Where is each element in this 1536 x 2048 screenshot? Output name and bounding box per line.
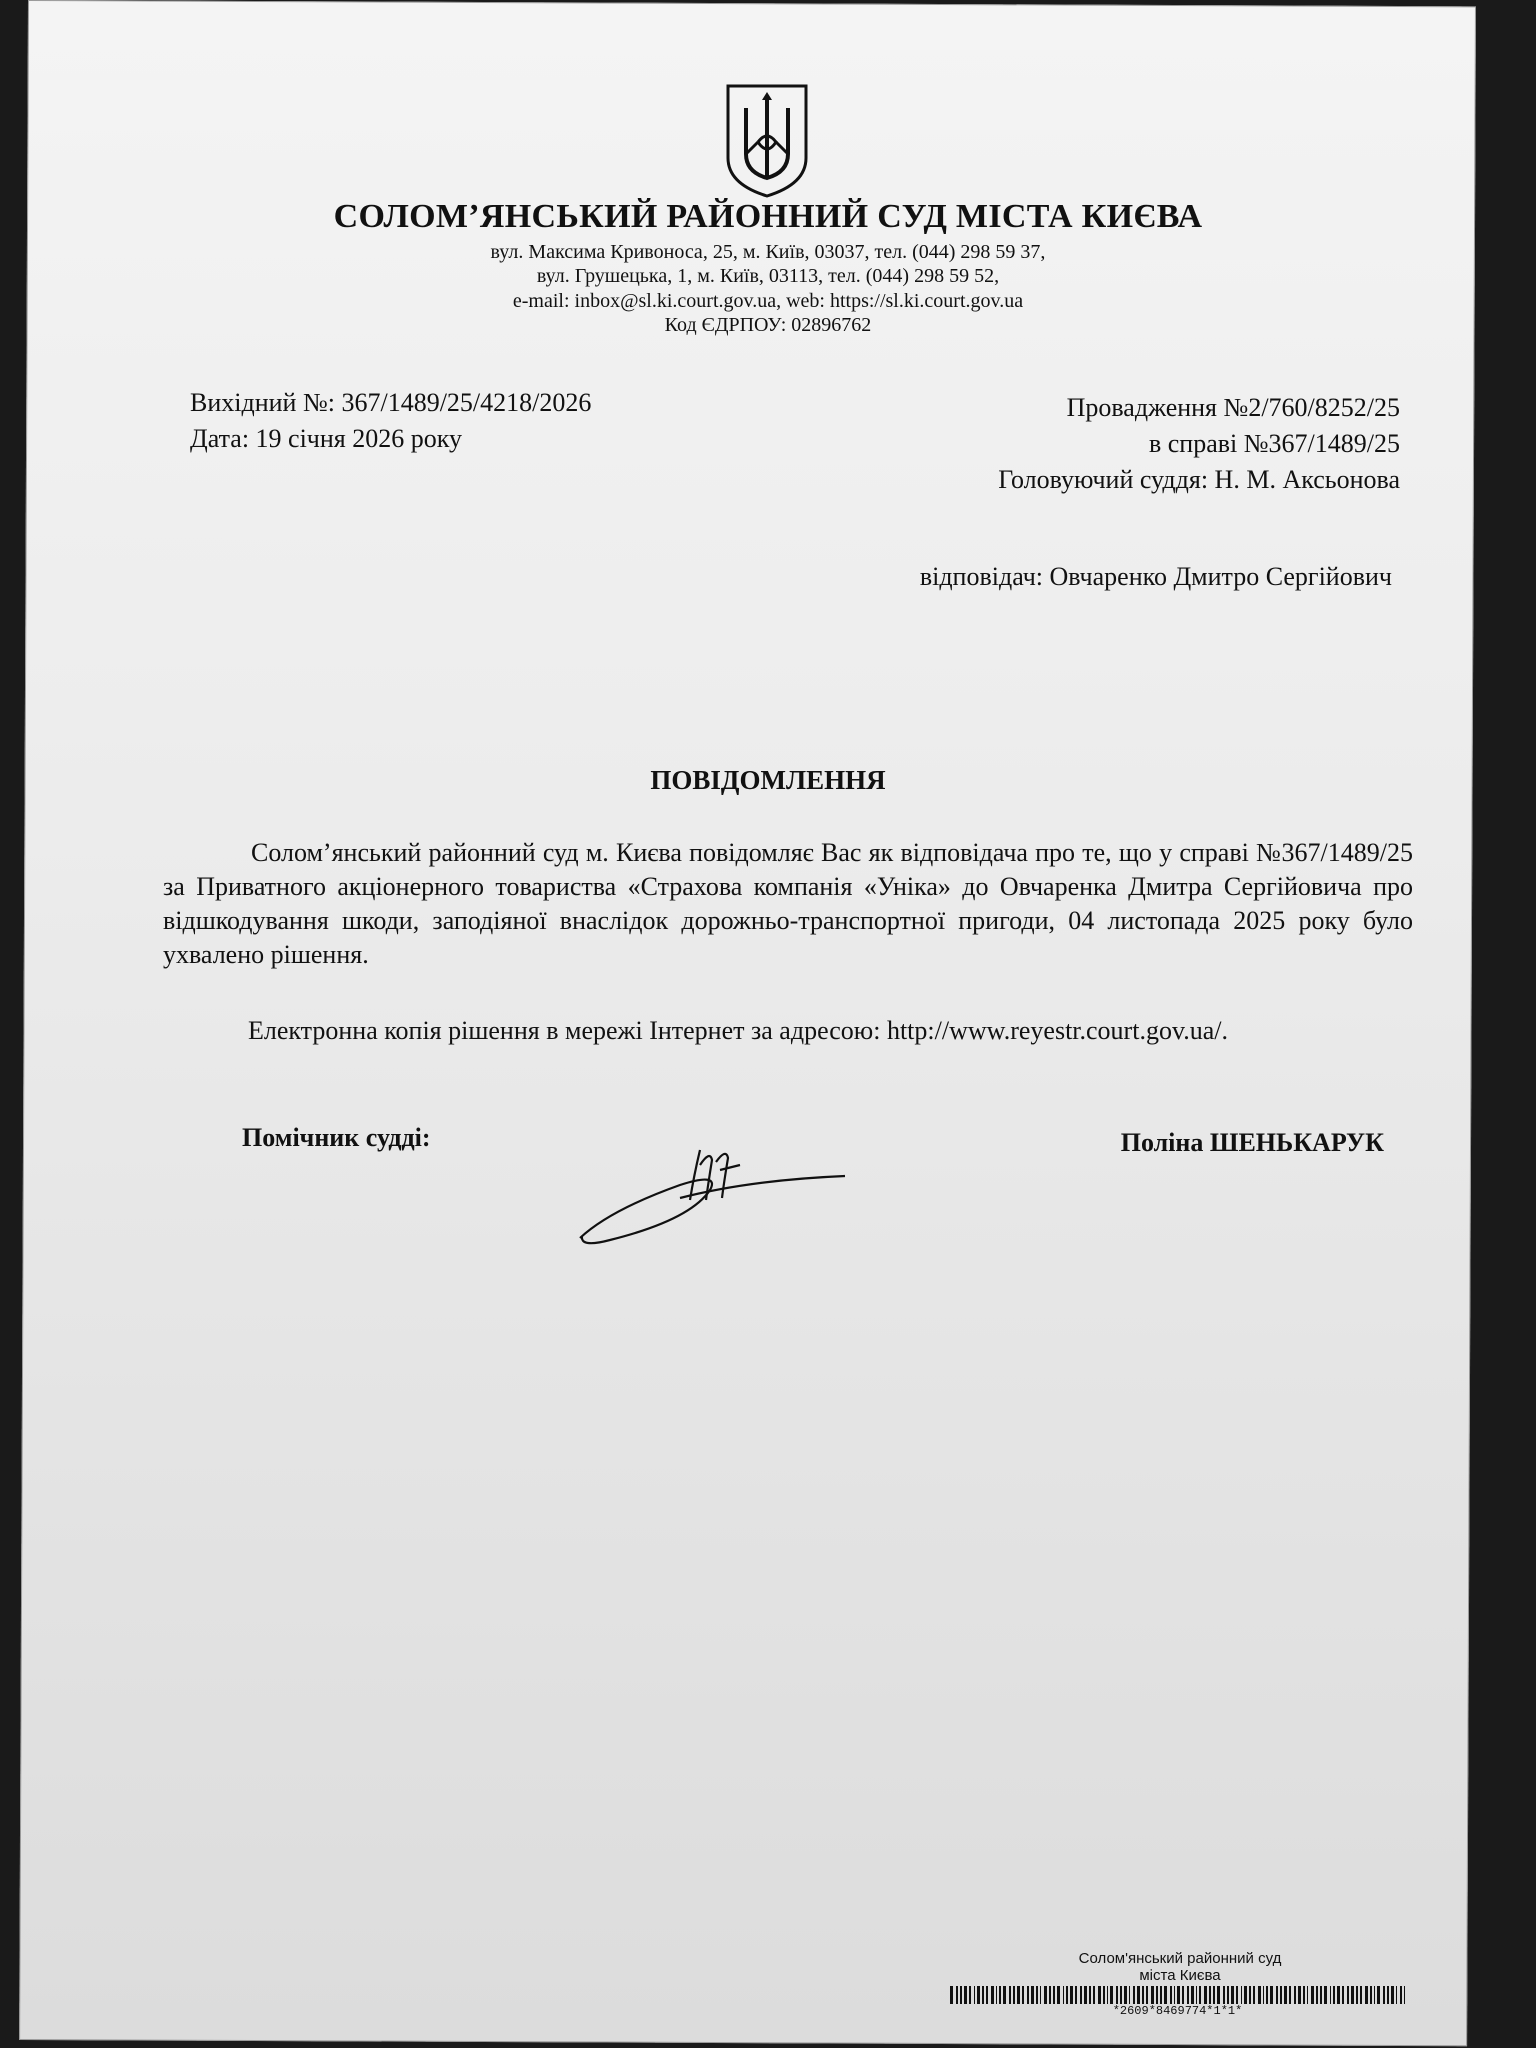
- proceeding-number: Провадження №2/760/8252/25: [1066, 393, 1400, 422]
- court-address-1: вул. Максима Кривоноса, 25, м. Київ, 03037, тел. (044) 298 59 37,: [490, 241, 1046, 263]
- barcode: [950, 1986, 1405, 2004]
- outgoing-block: [190, 385, 591, 457]
- proceeding-block: [998, 390, 1400, 498]
- presiding-judge: Головуючий суддя: Н. М. Аксьонова: [998, 465, 1400, 494]
- notice-heading: ПОВІДОМЛЕННЯ: [650, 765, 886, 795]
- court-contacts: e-mail: inbox@sl.ki.court.gov.ua, web: https://sl.ki.court.gov.ua: [512, 290, 1024, 312]
- handwritten-signature: [570, 1140, 850, 1250]
- court-stamp: [1030, 1950, 1330, 1984]
- assistant-name: Поліна ШЕНЬКАРУК: [1120, 1128, 1384, 1157]
- notice-body: Солом’янський районний суд м. Києва повідомляє Вас як відповідача про те, що у справі №367/1489/25 за Приватного акціонерного товариства «Страхова компанія «Уніка» до Овчаренка Дмитра Сергійовича про відшкодування шкоди, заподіяної внаслідок дорожньо-транспортної пригоди, 04 листопада 2025 року було ухвалено рішення.: [163, 838, 1413, 969]
- stamp-line-2: міста Києва: [1139, 1967, 1221, 1984]
- court-address-2: вул. Грушецька, 1, м. Київ, 03113, тел. (044) 298 59 52,: [536, 265, 1000, 287]
- case-number: в справі №367/1489/25: [1148, 429, 1400, 458]
- defendant: відповідач: Овчаренко Дмитро Сергійович: [919, 562, 1392, 591]
- coat-of-arms-icon: [722, 80, 812, 200]
- outgoing-number: Вихідний №: 367/1489/25/4218/2026: [190, 388, 592, 417]
- court-edrpou: Код ЄДРПОУ: 02896762: [664, 314, 872, 336]
- signature-label: Помічник судді:: [242, 1123, 431, 1152]
- outgoing-date: Дата: 19 січня 2026 року: [190, 424, 463, 453]
- electronic-copy-note: Електронна копія рішення в мережі Інтернет за адресою: http://www.reyestr.court.gov.ua/.: [248, 1016, 1229, 1045]
- stamp-line-1: Солом'янський районний суд: [1078, 1950, 1282, 1967]
- court-name: СОЛОМ’ЯНСЬКИЙ РАЙОННИЙ СУД МІСТА КИЄВА: [333, 198, 1203, 235]
- barcode-number: *2609*8469774*1*1*: [1112, 2004, 1243, 2018]
